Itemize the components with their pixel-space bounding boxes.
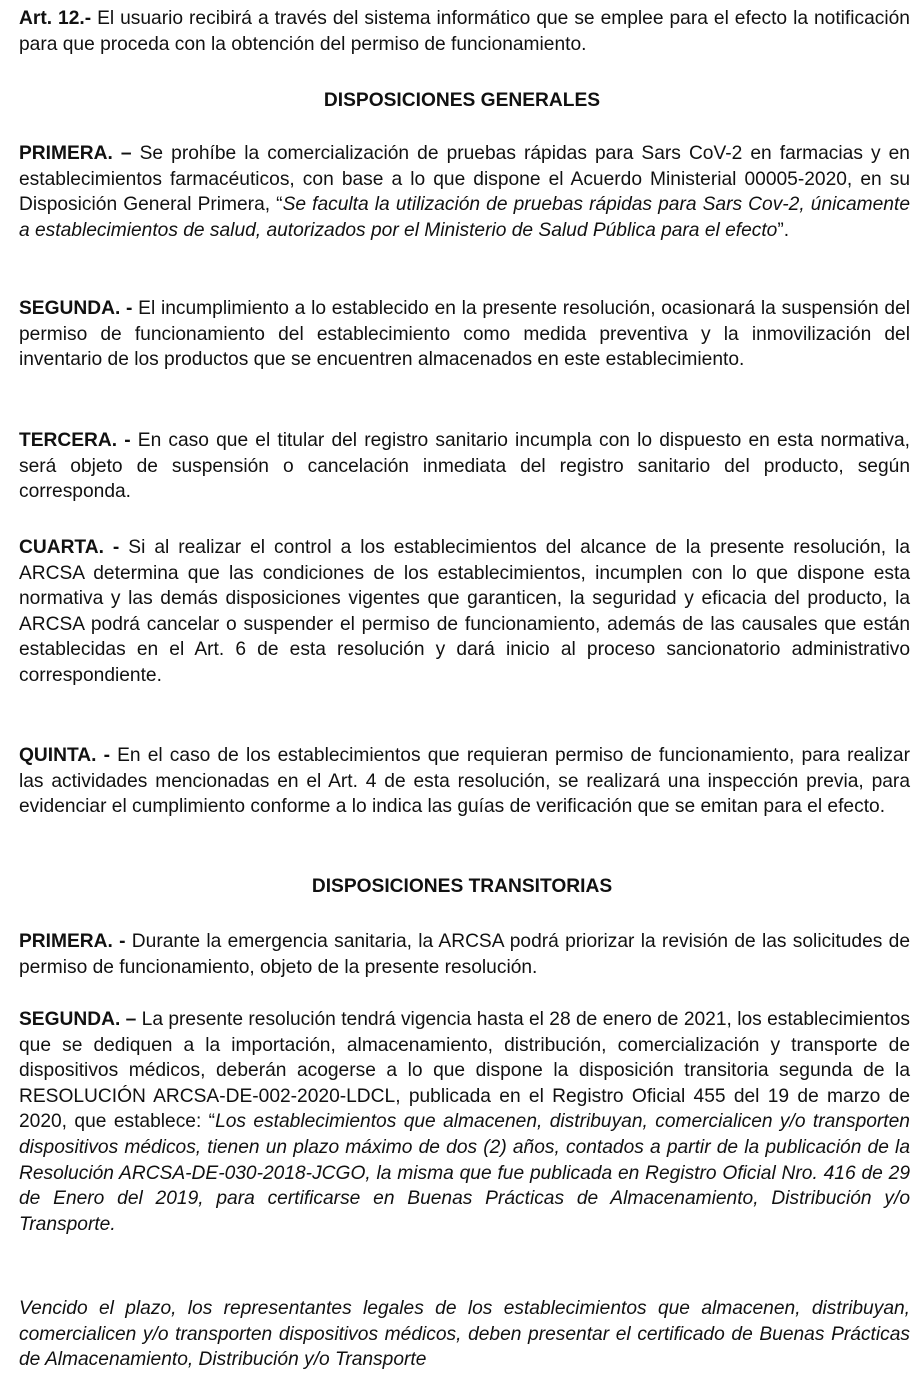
transitoria-segunda-text: La presente resolución tendrá vigencia hasta el 28 de enero de 2021, los establecimientos que se dediquen a la importación, almacenamiento, distribución, comercialización y transporte de dispositivos médicos, deberán acogerse a lo que dispone la disposición transitoria segunda de la RESOLUCIÓN ARCSA-DE-002-2020-LDCL, publicada en el Registro Oficial 455 del 19 de marzo de 2020, que establece: “ [19,1009,910,1133]
transitoria-closing-text: Vencido el plazo, los representantes legales de los establecimientos que almacenen, distribuyan, comercialicen y/o transporten dispositivos médicos, deben presentar el certificado de Buenas Prácticas de Almacenamiento, Distribución y/o Transporte [19,1298,910,1371]
transitoria-primera-label: PRIMERA. - [19,931,126,952]
general-segunda-text: El incumplimiento a lo establecido en la presente resolución, ocasionará la suspensión del permiso de funcionamiento del establecimiento como medida preventiva y la inmovilización del inventario de los productos que se encuentren almacenados en este establecimiento. [19,298,910,371]
article-12 [19,6,910,57]
section-heading-transitorias: DISPOSICIONES TRANSITORIAS [311,876,613,897]
general-segunda [19,296,910,373]
general-cuarta [19,535,910,689]
general-quinta-label: QUINTA. - [19,745,110,766]
general-primera-end: ”. [777,219,790,241]
general-primera-quote: Se faculta la utilización de pruebas rápidas para Sars Cov-2, únicamente a establecimientos de salud, autorizados por el Ministerio de Salud Pública para el efecto [19,194,910,241]
transitoria-segunda-quote: Los establecimientos que almacenen, distribuyan, comercialicen y/o transporten dispositivos médicos, tienen un plazo máximo de dos (2) años, contados a partir de la publicación de la Resolución ARCSA-DE-030-2018-JCGO, la misma que fue publicada en Registro Oficial Nro. 416 de 29 de Enero del 2019, para certificarse en Buenas Prácticas de Almacenamiento, Distribución y/o Transporte. [19,1111,910,1235]
general-segunda-label: SEGUNDA. - [19,298,133,319]
section-heading-generales: DISPOSICIONES GENERALES [323,90,601,111]
general-quinta-text: En el caso de los establecimientos que requieran permiso de funcionamiento, para realizar las actividades mencionadas en el Art. 4 de esta resolución, se realizará una inspección previa, para evidenciar el cumplimiento conforme a lo indica las guías de verificación que se emitan para el efecto. [19,745,910,818]
general-tercera-text: En caso que el titular del registro sanitario incumpla con lo dispuesto en esta normativa, será objeto de suspensión o cancelación inmediata del registro sanitario del producto, según corresponda. [19,430,910,503]
general-quinta [19,743,910,820]
transitoria-segunda-label: SEGUNDA. – [19,1009,137,1030]
article-12-text: El usuario recibirá a través del sistema informático que se emplee para el efecto la notificación para que proceda con la obtención del permiso de funcionamiento. [19,8,910,55]
transitoria-closing [19,1296,910,1373]
transitoria-segunda [19,1007,910,1237]
general-cuarta-text: Si al realizar el control a los establecimientos del alcance de la presente resolución, la ARCSA determina que las condiciones de los establecimientos, incumplen con lo que dispone esta normativa y las demás disposiciones vigentes que garanticen, la seguridad y eficacia del producto, la ARCSA podrá cancelar o suspender el permiso de funcionamiento, además de las causales que están establecidas en el Art. 6 de esta resolución y dará inicio al proceso sancionatorio administrativo correspondiente. [19,537,910,686]
general-cuarta-label: CUARTA. - [19,537,120,558]
transitoria-primera-text: Durante la emergencia sanitaria, la ARCSA podrá priorizar la revisión de las solicitudes de permiso de funcionamiento, objeto de la presente resolución. [19,931,911,978]
article-12-label: Art. 12.- [19,8,92,29]
general-tercera-label: TERCERA. - [19,430,131,451]
transitoria-primera [19,929,910,980]
general-primera-label: PRIMERA. – [19,143,132,164]
general-tercera [19,428,910,505]
general-primera [19,141,910,243]
general-primera-text: Se prohíbe la comercialización de pruebas rápidas para Sars CoV-2 en farmacias y en establecimientos farmacéuticos, con base a lo que dispone el Acuerdo Ministerial 00005-2020, en su Disposición General Primera, “ [19,143,910,216]
